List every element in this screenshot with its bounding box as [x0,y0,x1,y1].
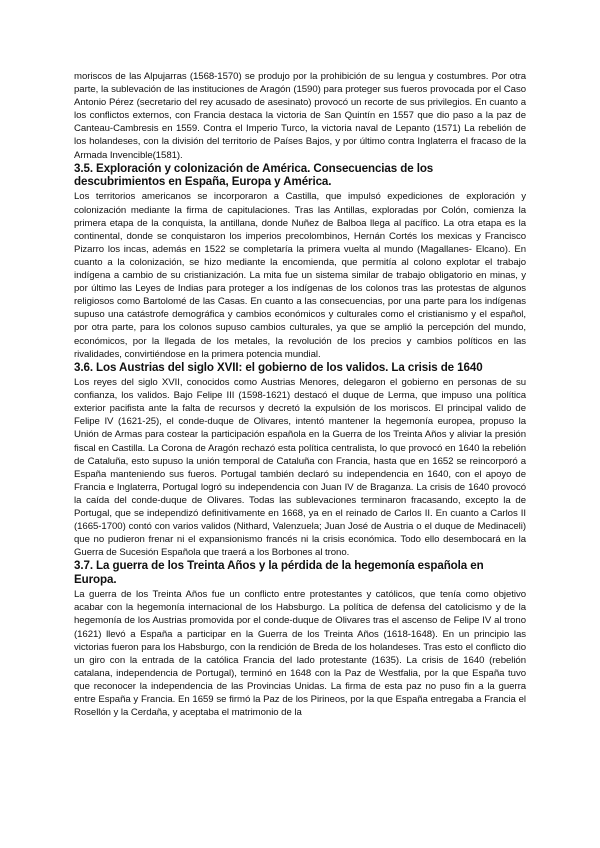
heading-austrias-siglo-xvii: 3.6. Los Austrias del siglo XVII: el gobierno de los validos. La crisis de 1640 [74,360,483,374]
paragraph-exploracion-america: Los territorios americanos se incorporaron a Castilla, que impulsó expediciones de exploración y colonización mediante la firma de capitulaciones. Tras las Antillas, exploradas por Colón, comienza la primera etapa de la conquista, la antillana, donde Nuñez de Balboa llega al pacífico. La otra etapa es la continental, donde se conquistaron los imperios precolombinos, Hernán Cortés los mexicas y Francisco Pizarro los incas, además en 1522 se completaría la primera vuelta al mundo (Magallanes- Elcano). En cuanto a la colonización, se hizo mediante la encomienda, que permitía al colono explotar el trabajo indígena a cambio de su cristianización. La mita fue un sistema similar de trabajo obligatorio en minas, y por último las Leyes de Indias para proteger a los indígenas de los colonos tras las protestas de algunos religiosos como Bartolomé de las Casas. En cuanto a las consecuencias, por una parte para los indígenas supuso una catástrofe demográfica y cambios económicos y culturales como el cristianismo y el español, por otra parte, para los colonos supuso cambios culturales, ya que se amplió la percepción del mundo, económicos, por la llegada de los metales, la revolución de los precios y cambios políticos en las rivalidades, convirtiéndose en la primera potencia mundial. [74,191,526,360]
heading-exploracion-america: 3.5. Exploración y colonización de América. Consecuencias de los descubrimientos en España, Europa y América. [74,161,434,189]
paragraph-moriscos-conflicts: moriscos de las Alpujarras (1568-1570) se produjo por la prohibición de su lengua y costumbres. Por otra parte, la sublevación de las instituciones de Aragón (1590) para proteger sus fueros provocada por el Caso Antonio Pérez (secretario del rey acusado de asesinato) provocó un recorte de sus privilegios. En cuanto a los conflictos externos, con Francia destaca la victoria de San Quintín en 1557 que dio paso a la paz de Canteau-Cambresis en 1559. Contra el Imperio Turco, la victoria naval de Lepanto (1571) La rebelión de los holandeses, con la división del territorio de Países Bajos, y por último contra Inglaterra el fracaso de la Armada Invencible(1581). [74,71,526,161]
paragraph-guerra-treinta-anos: La guerra de los Treinta Años fue un conflicto entre protestantes y católicos, que tenía como objetivo acabar con la hegemonía internacional de los Habsburgo. La política de defensa del catolicismo y de la hegemonía de los Austrias promovida por el conde-duque de Olivares tras el ascenso de Felipe IV al trono (1621) llevó a España a participar en la Guerra de los Treinta Años (1618-1648). En un principio las victorias fueron para los Habsburgo, con la rendición de Breda de los holandeses. Tras esto el conflicto dio un giro con la entrada de la católica Francia del lado protestante (1635). La crisis de 1640 (rebelión catalana, independencia de Portugal), terminó en 1648 con la Paz de Westfalia, por la que España tuvo que reconocer la independencia de las Provincias Unidas. La firma de esta paz no puso fin a la guerra entre España y Francia. En 1659 se firmó la Paz de los Pirineos, por la que España entregaba a Francia el Rosellón y la Cerdaña, y aceptaba el matrimonio de la [74,589,526,719]
heading-guerra-treinta-anos: 3.7. La guerra de los Treinta Años y la pérdida de la hegemonía española en Europa. [74,559,484,586]
document-page [74,70,526,719]
paragraph-austrias-siglo-xvii: Los reyes del siglo XVII, conocidos como Austrias Menores, delegaron el gobierno en personas de su confianza, los validos. Bajo Felipe III (1598-1621) destacó el duque de Lerma, que impuso una política exterior pacifista ante la falta de recursos y decretó la expulsión de los moriscos. El principal valido de Felipe IV (1621-25), el conde-duque de Olivares, intentó mantener la hegemonía europea, propuso la Unión de Armas para costear la participación española en la Guerra de los Treinta Años y aliviar la presión fiscal en Castilla. La Corona de Aragón rechazó esta política centralista, lo que provocó en 1640 la rebelión de Cataluña, esto supuso la unión temporal de Cataluña con Francia, hasta que en 1652 se reincorporó a España manteniendo sus fueros. Portugal también declaró su independencia en 1640, con el apoyo de Francia e Inglaterra, Portugal logró su independencia con Juan IV de Braganza. La crisis de 1640 provocó la caída del conde-duque de Olivares. Todas las sublevaciones terminaron fracasando, excepto la de Portugal, que se independizó definitivamente en 1668, ya en el reinado de Carlos II. En cuanto a Carlos II (1665-1700) contó con varios validos (Nithard, Valenzuela; Juan José de Austria o el duque de Medinaceli) que no pudieron frenar ni el expansionismo francés ni la crisis económica. Todo ello desembocará en la Guerra de Sucesión Española que traerá a los Borbones al trono. [74,377,526,559]
